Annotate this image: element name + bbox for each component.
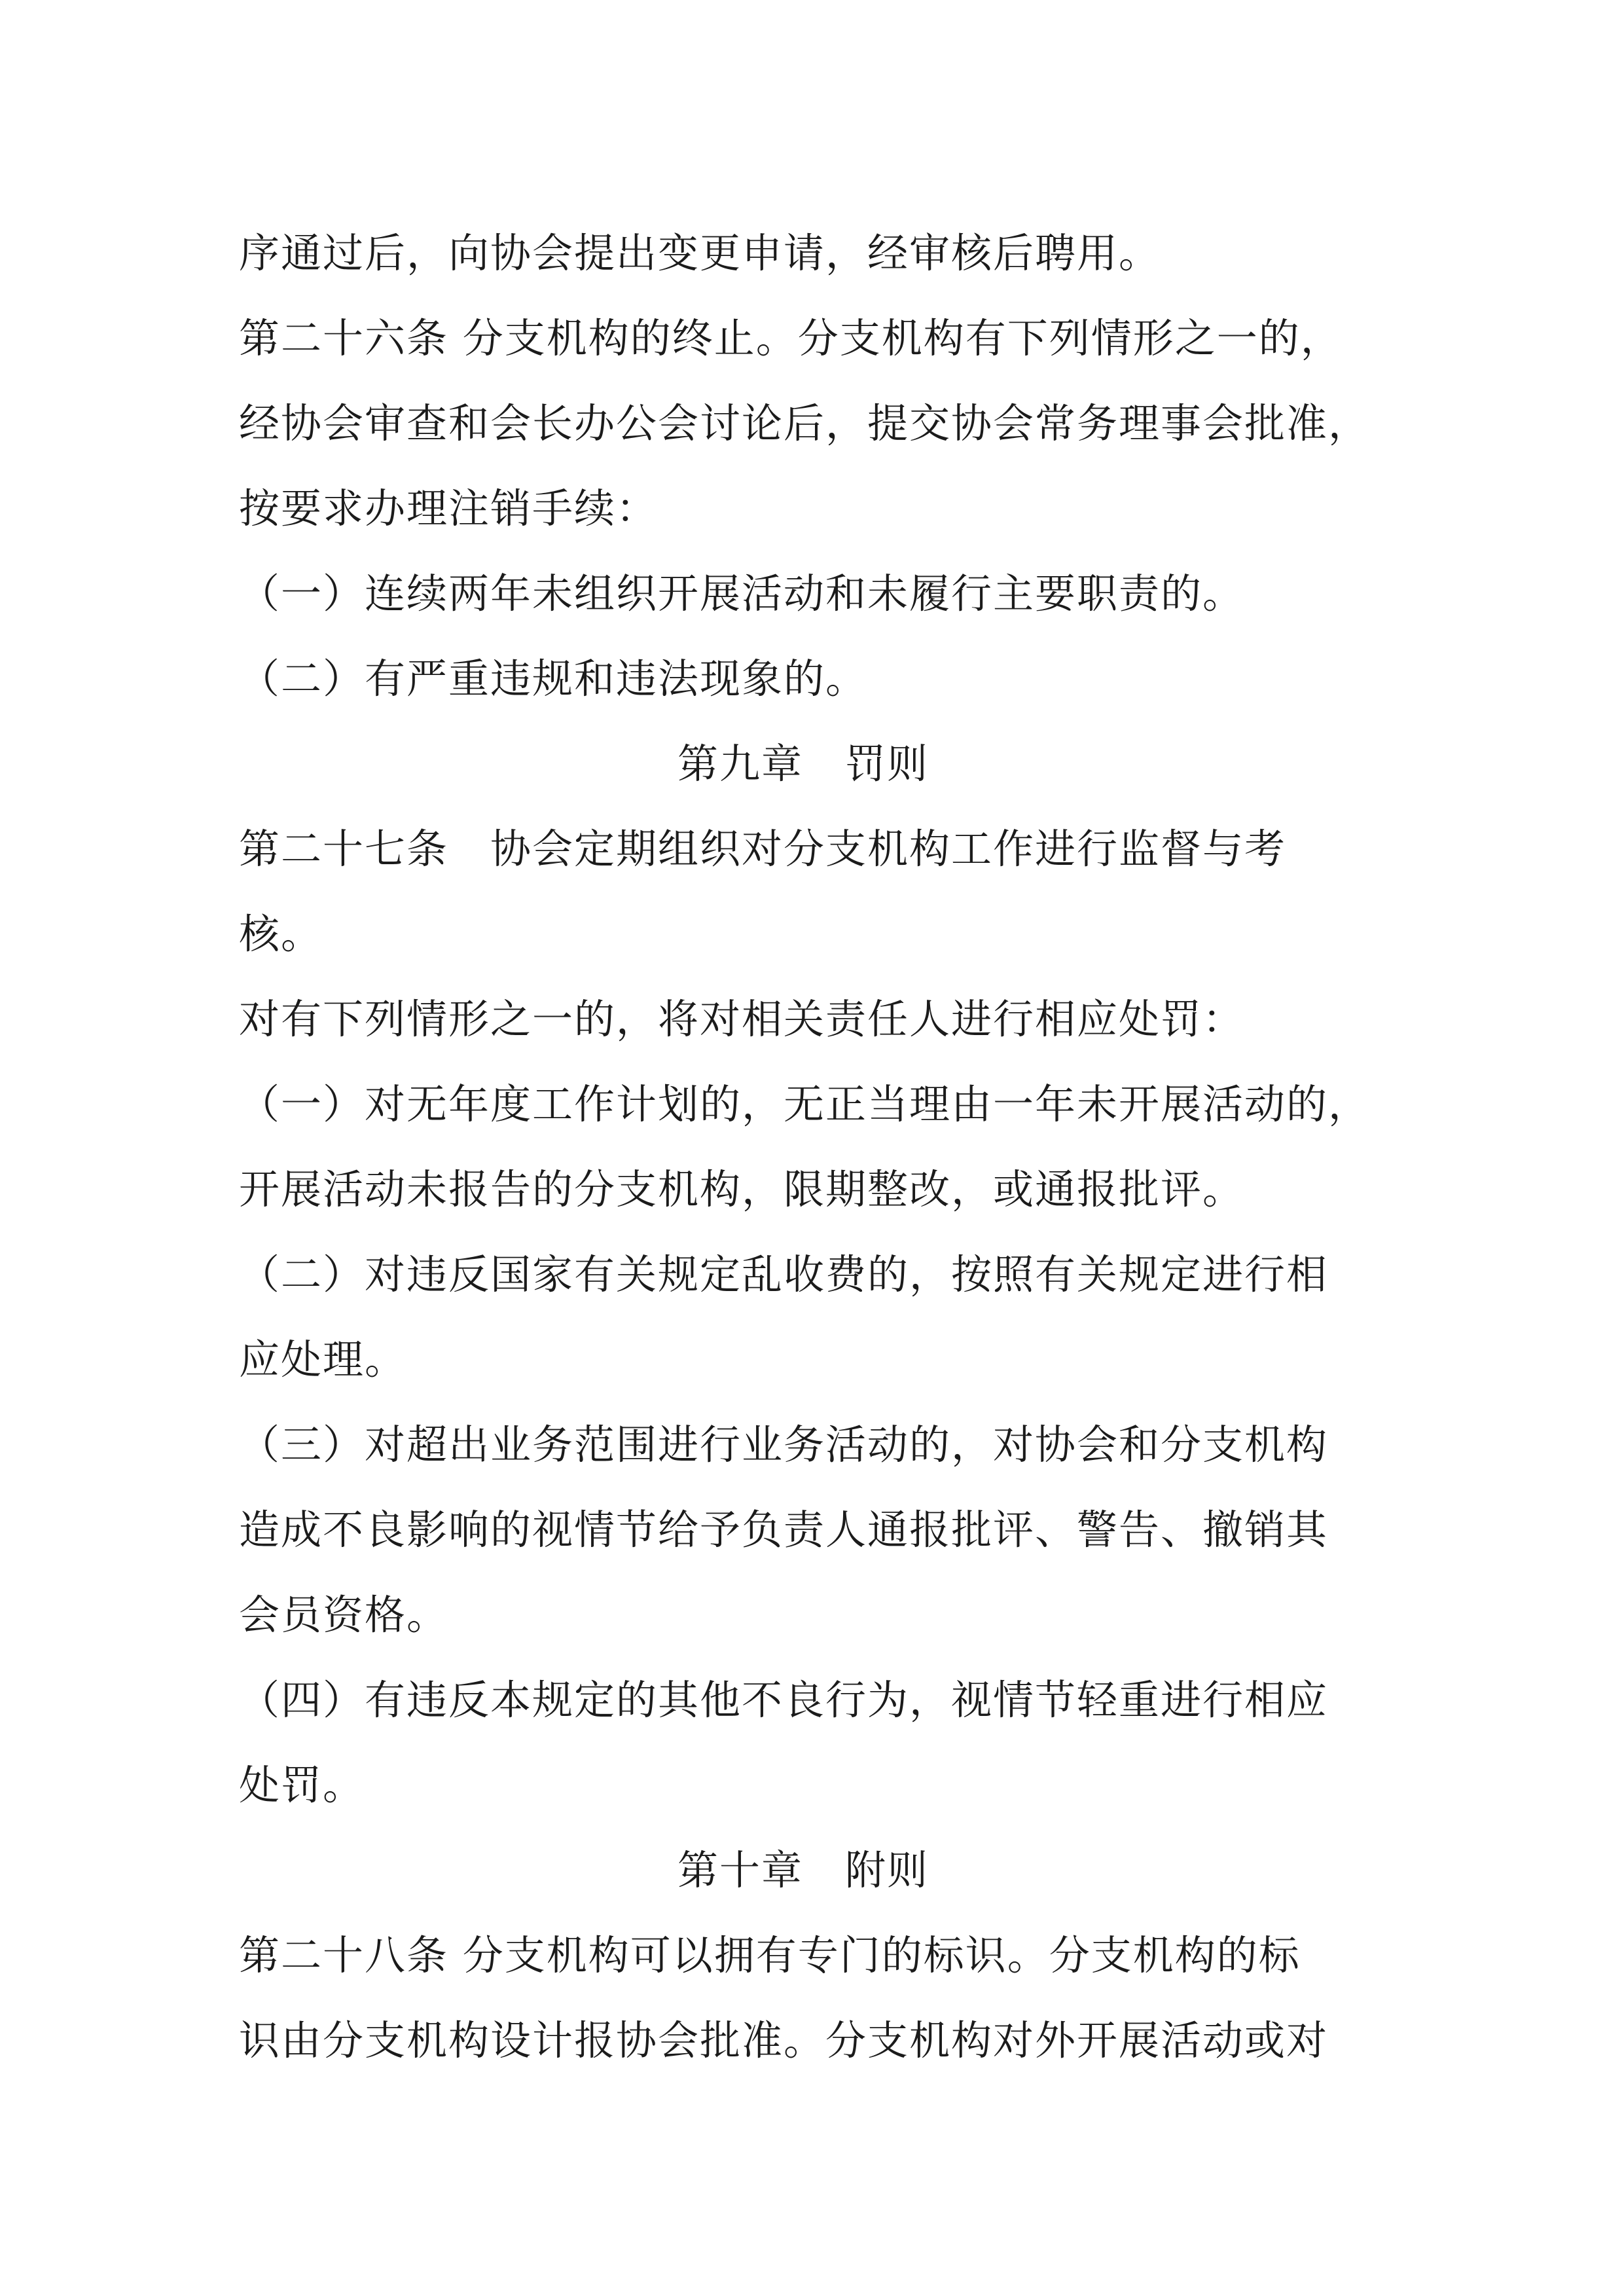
- paragraph-line: 核。: [239, 910, 323, 958]
- article-26-line: 第二十六条 分支机构的终止。分支机构有下列情形之一的，: [239, 314, 1343, 362]
- paragraph-line: 对有下列情形之一的，将对相关责任人进行相应处罚：: [239, 995, 1245, 1043]
- chapter-10-heading: 第十章 附则: [677, 1846, 929, 1894]
- list-item-line: （三）对超出业务范围进行业务活动的，对协会和分支机构: [239, 1421, 1329, 1468]
- list-item-line: （一）连续两年未组织开展活动和未履行主要职责的。: [239, 570, 1245, 617]
- chapter-9-heading: 第九章 罚则: [677, 740, 929, 788]
- document-body: [239, 211, 1391, 2083]
- list-item-line: （二）有严重违规和违法现象的。: [239, 655, 868, 702]
- list-item-line: （四）有违反本规定的其他不良行为，视情节轻重进行相应: [239, 1676, 1329, 1724]
- list-item-line: （二）对违反国家有关规定乱收费的，按照有关规定进行相: [239, 1250, 1329, 1298]
- paragraph-line: 经协会审查和会长办公会讨论后，提交协会常务理事会批准，: [239, 399, 1371, 447]
- article-28-line: 第二十八条 分支机构可以拥有专门的标识。分支机构的标: [239, 1931, 1301, 1979]
- paragraph-line: 应处理。: [239, 1336, 407, 1383]
- paragraph-line: 会员资格。: [239, 1591, 449, 1639]
- paragraph-line: 造成不良影响的视情节给予负责人通报批评、警告、撤销其: [239, 1506, 1329, 1554]
- paragraph-line: 识由分支机构设计报协会批准。分支机构对外开展活动或对: [239, 2016, 1329, 2064]
- paragraph-line: 开展活动未报告的分支机构，限期整改，或通报批评。: [239, 1165, 1245, 1213]
- paragraph-line: 处罚。: [239, 1761, 365, 1809]
- article-27-line: 第二十七条 协会定期组织对分支机构工作进行监督与考: [239, 825, 1287, 873]
- paragraph-line: 序通过后，向协会提出变更申请，经审核后聘用。: [239, 229, 1161, 277]
- paragraph-line: 按要求办理注销手续：: [239, 484, 659, 532]
- list-item-line: （一）对无年度工作计划的，无正当理由一年未开展活动的，: [239, 1080, 1371, 1128]
